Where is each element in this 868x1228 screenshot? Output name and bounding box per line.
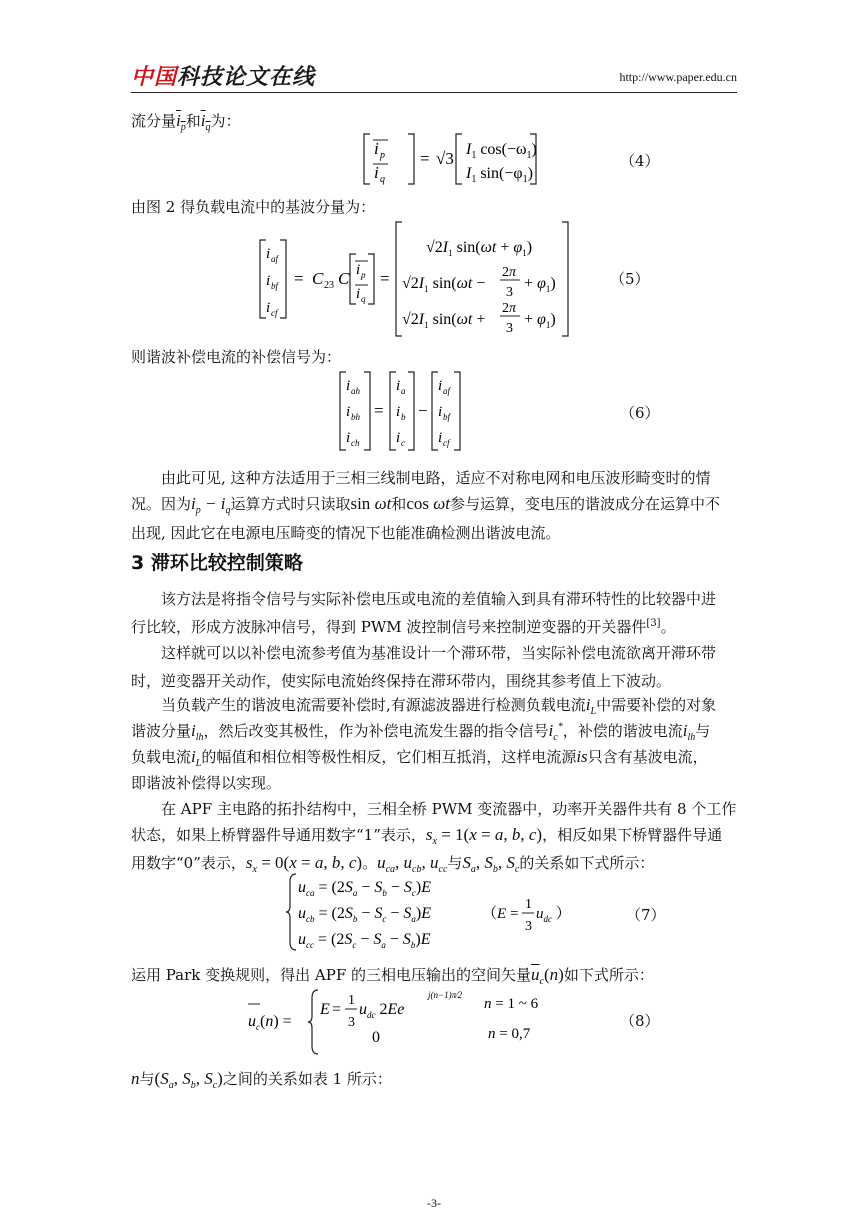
svg-text:√2I1 sin(ωt +: $√2I_1$ sin(ωt + <box>402 311 486 330</box>
header-rule <box>131 92 737 93</box>
symbol-ilh: $i_{lh}$ <box>191 721 204 743</box>
equation-8 <box>244 984 564 1056</box>
equation-5 <box>258 218 578 340</box>
symbol-sx-equals-1: $s_x = 1(x = a$, b, c) <box>425 825 543 847</box>
p4b-text2: ，然后改变其极性，作为补偿电流发生器的指令信号 <box>203 722 549 740</box>
svg-text:uca = (2Sa − Sb − Sc)E: $u_{ca} = (2S_a - S_b - S_c)E$ <box>298 879 432 898</box>
svg-text:n = 0,7: n = 0,7 <box>488 1026 531 1042</box>
svg-text:=: = <box>420 149 430 168</box>
svg-text:0: 0 <box>372 1029 380 1046</box>
paragraph-1c: 出现, 因此它在电源电压畸变的情况下也能准确检测出谐波电流。 <box>131 524 561 542</box>
svg-text:I1 sin(−φ1): $I_1$ $\sin(-\varphi_1)$ <box>466 165 533 185</box>
symbol-ic-star: $i_c^*$ <box>548 721 563 743</box>
svg-text:udc ）: $u_{dc}$ ） <box>536 906 571 924</box>
paragraph-3b: 时，逆变器开关动作，使实际电流始终保持在滞环带内，围绕其参考值上下波动。 <box>131 672 672 690</box>
svg-text:i: i <box>396 430 401 446</box>
svg-text:p: p <box>361 270 366 280</box>
paragraph-2b <box>131 616 676 637</box>
p4b-text4: 与 <box>695 722 711 740</box>
svg-text:i: i <box>374 163 379 182</box>
p5c-text1: 用数字“0”表示， <box>131 854 246 872</box>
svg-text:a: a <box>401 386 406 396</box>
svg-text:√2I1 sin(ωt + φ1): $√2I_1$ $\sin(\omega t + \varphi_1)$ <box>426 239 533 258</box>
symbol-iL-2: $i_L$ <box>191 747 202 769</box>
table-intro-text1: 与 <box>139 1070 155 1088</box>
svg-text:1: 1 <box>525 897 532 912</box>
svg-text:C: C <box>312 269 324 288</box>
p2b-end: 。 <box>660 618 676 636</box>
svg-text:I1 cos(−ω1): $I_1$ $\cos(-\omega_1)$ <box>466 141 537 161</box>
p5c-text3: 与 <box>447 854 463 872</box>
eq6-number: （6） <box>620 404 660 422</box>
symbol-ip: $i_p$ <box>176 111 186 133</box>
p2b-text: 行比较，形成方波脉冲信号，得到 PWM 波控制信号来控制逆变器的开关器件 <box>131 618 647 636</box>
symbol-S-set: $S_a$, $S_b$, $S_c$ <box>462 853 520 875</box>
symbol-sx-equals-0: $s_x = 0(x = a$, b, c) <box>245 853 363 875</box>
eq4-intro <box>131 110 241 133</box>
paragraph-5a: 在 APF 主电路的拓扑结构中，三相全桥 PWM 变流器中，功率开关器件共有 8 个工作 <box>161 800 737 818</box>
svg-text:udc 2Ee: $u_{dc}$ 2Ee <box>359 1001 405 1020</box>
symbol-n: n <box>131 1069 140 1088</box>
svg-text:uc(n) =: $u_c(n)$ = <box>248 1013 292 1032</box>
svg-text:C: C <box>338 269 350 288</box>
paragraph-4a <box>161 694 716 717</box>
symbol-iL: $i_L$ <box>585 695 597 717</box>
svg-text:+ φ1): + $\varphi_1$) <box>524 275 556 294</box>
svg-text:=: = <box>294 269 304 288</box>
eq4-number: （4） <box>620 152 660 170</box>
eq6-intro: 则谐波补偿电流的补偿信号为： <box>131 348 342 366</box>
svg-text:ucc = (2Sc − Sa − Sb)E: $u_{cc} = (2S_c - S_a - S_b)E$ <box>298 931 431 950</box>
logo-red-text: 中国 <box>131 65 178 90</box>
p1b-text2: 运算方式时只读取 <box>230 495 351 513</box>
svg-text:2π: 2π <box>502 301 517 316</box>
paragraph-5b <box>131 824 722 847</box>
svg-text:3: 3 <box>506 321 513 336</box>
citation-3[interactable]: [3] <box>646 618 661 629</box>
table-intro <box>131 1068 392 1091</box>
paragraph-4b <box>131 720 710 743</box>
svg-text:b: b <box>401 412 406 422</box>
symbol-sinwt: sin ωt <box>350 494 392 513</box>
svg-text:bh: bh <box>351 412 360 422</box>
svg-text:i: i <box>438 378 443 394</box>
equation-4 <box>360 130 540 188</box>
symbol-uc-n: $\overline{u}_c(n)$ <box>531 965 564 987</box>
svg-text:i: i <box>346 430 351 446</box>
symbol-u-set: $u_{ca}$, $u_{cb}$, $u_{cc}$ <box>377 853 448 875</box>
svg-text:=: = <box>380 269 390 288</box>
logo-black-text: 科技论文在线 <box>177 65 316 90</box>
symbol-Sabc: ($S_a$, $S_b$, $S_c$) <box>154 1069 223 1091</box>
p1b-text1: 况。因为 <box>131 495 192 513</box>
p1b-text4: 参与运算，变电压的谐波成分在运算中不 <box>449 495 720 513</box>
paragraph-2a: 该方法是将指令信号与实际补偿电压或电流的差值输入到具有滞环特性的比较器中进 <box>161 590 717 608</box>
svg-text:=: = <box>374 401 384 420</box>
svg-text:af: af <box>443 386 451 396</box>
svg-text:1: 1 <box>348 993 355 1008</box>
svg-text:p: p <box>380 150 385 161</box>
paragraph-4d: 即谐波补偿得以实现。 <box>131 774 282 792</box>
svg-text:i: i <box>396 404 401 420</box>
eq4-intro-and: 和 <box>185 112 201 130</box>
svg-text:3: 3 <box>525 919 532 934</box>
svg-text:i: i <box>266 300 271 316</box>
eq8-intro-text1: 运用 Park 变换规则，得出 APF 的三相电压输出的空间矢量 <box>131 966 532 984</box>
symbol-is: is <box>576 747 588 766</box>
svg-text:i: i <box>438 404 443 420</box>
p5c-text4: 的关系如下式所示： <box>519 854 655 872</box>
svg-text:i: i <box>346 378 351 394</box>
p4c-text2: 的幅值和相位相等极性相反，它们相互抵消，这样电流源 <box>201 748 577 766</box>
svg-text:ah: ah <box>351 386 360 396</box>
site-logo <box>131 60 315 91</box>
svg-text:ch: ch <box>351 438 360 448</box>
paragraph-1b <box>131 493 737 516</box>
svg-text:23: 23 <box>324 280 334 291</box>
section-heading: 3 滞环比较控制策略 <box>131 552 303 574</box>
svg-text:ucb = (2Sb − Sc − Sa)E: $u_{cb} = (2S_b - S_c - S_a)E$ <box>298 905 432 924</box>
eq8-number: （8） <box>620 1012 660 1030</box>
svg-text:=: = <box>332 1001 342 1018</box>
symbol-coswt: cos ωt <box>406 494 450 513</box>
p4c-text1: 负载电流 <box>131 748 192 766</box>
eq7-number: （7） <box>626 906 666 924</box>
svg-text:√2I1 sin(ωt −: $√2I_1$ sin(ωt − <box>402 275 486 294</box>
eq8-intro-text2: 如下式所示： <box>563 966 654 984</box>
eq4-intro-tail: 为： <box>210 112 241 130</box>
svg-text:√3: √3 <box>436 149 454 168</box>
svg-text:bf: bf <box>271 281 279 291</box>
svg-text:2π: 2π <box>502 265 517 280</box>
p5c-text2: 。 <box>362 854 378 872</box>
svg-text:i: i <box>266 273 271 289</box>
svg-text:q: q <box>380 174 385 185</box>
eq5-intro: 由图 2 得负载电流中的基波分量为： <box>131 198 376 216</box>
svg-text:+ φ1): + $\varphi_1$) <box>524 311 556 330</box>
svg-text:c: c <box>401 438 405 448</box>
svg-text:i: i <box>374 139 379 158</box>
eq5-number: （5） <box>610 270 650 288</box>
svg-text:i: i <box>356 286 361 302</box>
paragraph-3a: 这样就可以以补偿电流参考值为基准设计一个滞环带，当实际补偿电流欲离开滞环带 <box>161 644 717 662</box>
svg-text:i: i <box>356 262 361 278</box>
paragraph-4c <box>131 746 708 769</box>
p4a-text1: 当负载产生的谐波电流需要补偿时,有源滤波器进行检测负载电流 <box>161 696 586 714</box>
page-number: -3- <box>427 1196 441 1210</box>
svg-text:cf: cf <box>271 308 278 318</box>
svg-text:i: i <box>346 404 351 420</box>
p4a-text2: 中需要补偿的对象 <box>596 696 717 714</box>
p1b-text3: 和 <box>391 495 407 513</box>
eq4-intro-text: 流分量 <box>131 112 177 130</box>
equation-6 <box>338 368 478 454</box>
svg-text:E: E <box>320 1001 330 1018</box>
symbol-iq: $i_q$ <box>200 111 211 133</box>
p5b-text1: 状态，如果上桥臂器件导通用数字“1”表示， <box>131 826 426 844</box>
svg-text:（E =: （E = <box>482 906 519 922</box>
svg-text:i: i <box>396 378 401 394</box>
p4b-text3: ，补偿的谐波电流 <box>562 722 683 740</box>
paragraph-1a: 由此可见, 这种方法适用于三相三线制电路，适应不对称电网和电压波形畸变时的情 <box>161 469 711 487</box>
svg-text:bf: bf <box>443 412 451 422</box>
p4c-text3: 只含有基波电流， <box>587 748 708 766</box>
svg-text:−: − <box>418 401 428 420</box>
equation-7 <box>286 870 596 954</box>
p4b-text1: 谐波分量 <box>131 722 192 740</box>
symbol-ilh-2: $i_{lh}$ <box>682 721 696 743</box>
svg-text:3: 3 <box>506 285 513 300</box>
svg-text:cf: cf <box>443 438 450 448</box>
p5b-text2: ，相反如果下桥臂器件导通 <box>542 826 723 844</box>
svg-text:3: 3 <box>348 1015 355 1030</box>
svg-text:j(n−1)π⁄2: j(n−1)π⁄2 <box>428 990 463 1000</box>
table-intro-text2: 之间的关系如表 1 所示： <box>222 1070 392 1088</box>
header-url[interactable]: http://www.paper.edu.cn <box>619 70 737 84</box>
svg-text:i: i <box>266 246 271 262</box>
symbol-ip-minus-iq: $i_p - i_q$ <box>191 494 231 516</box>
svg-text:af: af <box>271 254 279 264</box>
svg-text:n = 1 ~ 6: n = 1 ~ 6 <box>484 996 539 1012</box>
svg-text:i: i <box>438 430 443 446</box>
svg-text:q: q <box>361 294 366 304</box>
